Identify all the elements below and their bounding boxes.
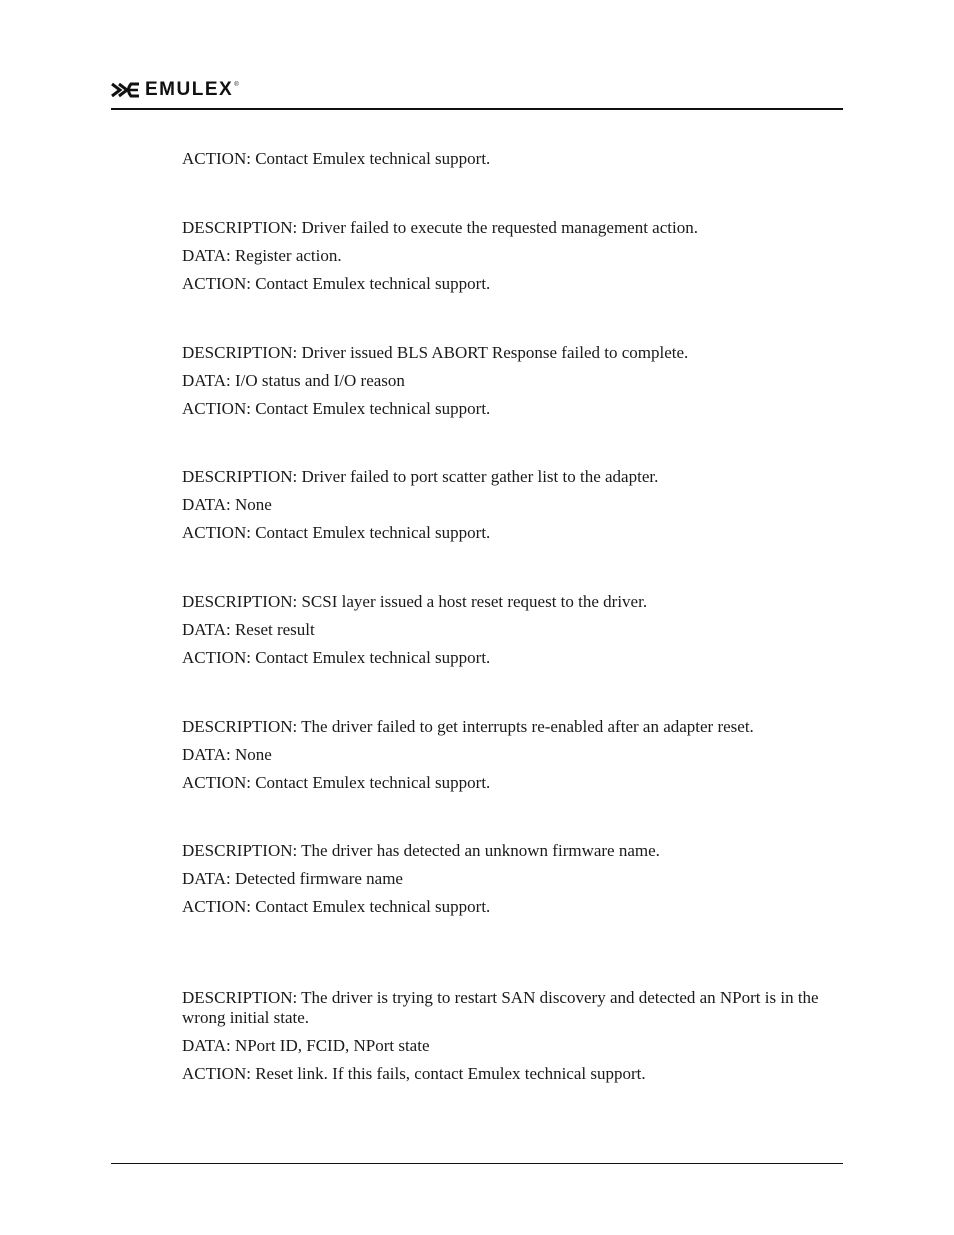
entry-7-action: ACTION: Contact Emulex technical support. (182, 897, 491, 916)
entry-3-data: DATA: I/O status and I/O reason (182, 371, 405, 390)
entry-5-data: DATA: Reset result (182, 620, 315, 639)
entry-4-action: ACTION: Contact Emulex technical support. (182, 523, 491, 542)
entry-3-action: ACTION: Contact Emulex technical support. (182, 399, 491, 418)
entry-4-data: DATA: None (182, 495, 272, 514)
entry-5-action: ACTION: Contact Emulex technical support. (182, 648, 491, 667)
entry-3-description: DESCRIPTION: Driver issued BLS ABORT Response failed to complete. (182, 343, 689, 362)
emulex-mark-icon (111, 82, 141, 98)
entry-8-data: DATA: NPort ID, FCID, NPort state (182, 1036, 430, 1055)
entry-8-action: ACTION: Reset link. If this fails, contact Emulex technical support. (182, 1064, 646, 1083)
entry-4-description: DESCRIPTION: Driver failed to port scatter gather list to the adapter. (182, 467, 659, 486)
entry-8-description: DESCRIPTION: The driver is trying to restart SAN discovery and detected an NPort is in the wrong initial state. (182, 988, 819, 1027)
entry-2-description: DESCRIPTION: Driver failed to execute the requested management action. (182, 218, 698, 237)
logo-wordmark: EMULEX (145, 79, 234, 100)
footer-rule (111, 1163, 843, 1164)
emulex-logo (111, 80, 239, 100)
entry-7-description: DESCRIPTION: The driver has detected an unknown firmware name. (182, 841, 660, 860)
entry-6-data: DATA: None (182, 745, 272, 764)
logo-trademark: ® (234, 82, 239, 88)
entry-1-action: ACTION: Contact Emulex technical support. (182, 149, 491, 168)
entry-6-action: ACTION: Contact Emulex technical support. (182, 773, 491, 792)
entry-7-data: DATA: Detected firmware name (182, 869, 403, 888)
header-rule (111, 108, 843, 110)
entry-2-action: ACTION: Contact Emulex technical support. (182, 274, 491, 293)
entry-2-data: DATA: Register action. (182, 246, 342, 265)
entry-5-description: DESCRIPTION: SCSI layer issued a host reset request to the driver. (182, 592, 648, 611)
entry-6-description: DESCRIPTION: The driver failed to get interrupts re-enabled after an adapter reset. (182, 717, 754, 736)
